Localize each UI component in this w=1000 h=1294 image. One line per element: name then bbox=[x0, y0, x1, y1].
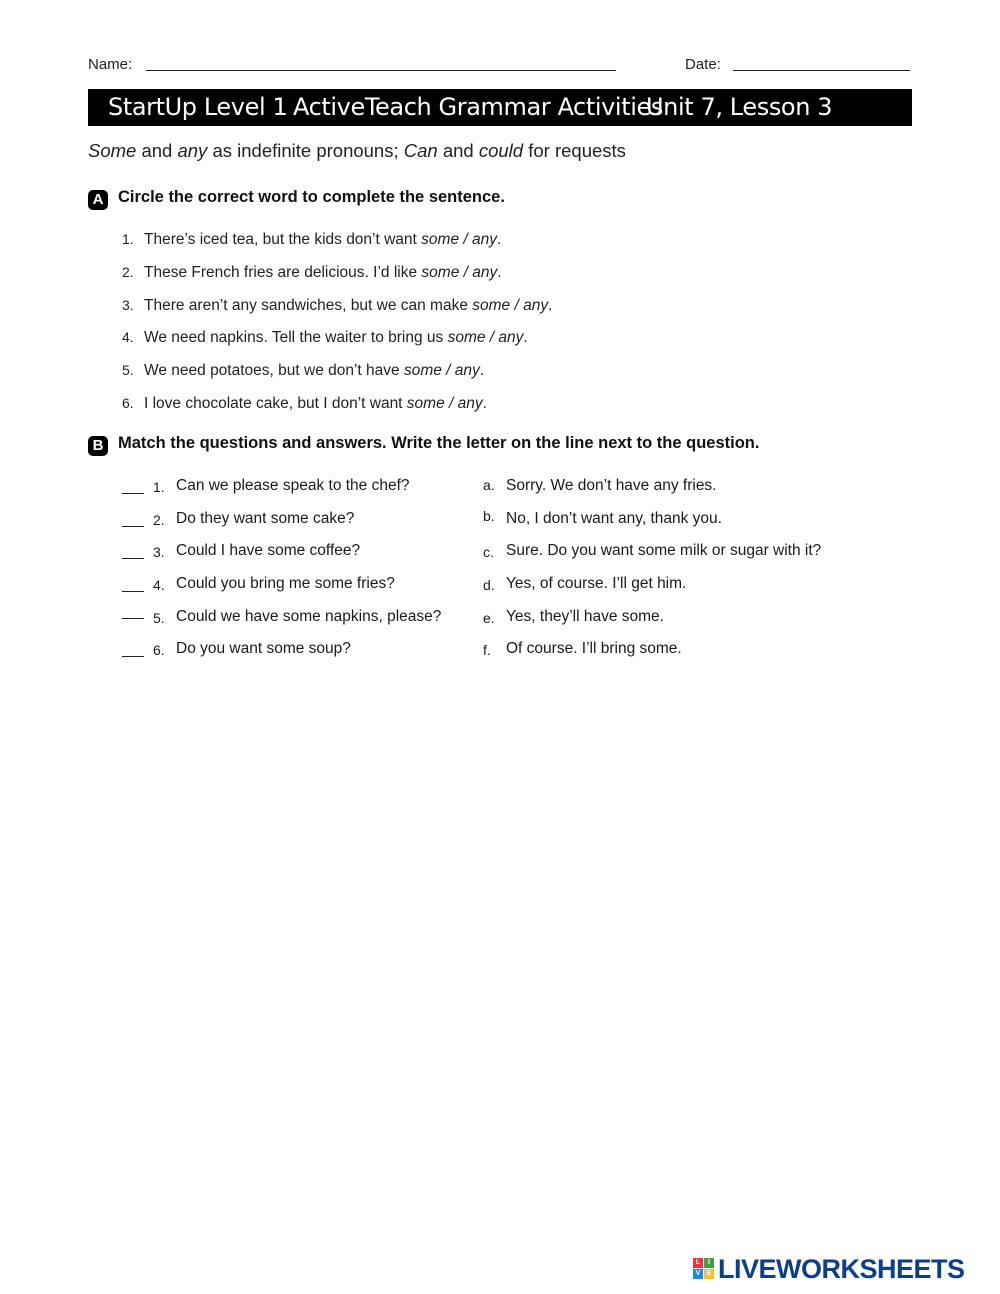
item-text: We need potatoes, but we don’t have bbox=[144, 362, 404, 379]
item-number: 3. bbox=[122, 297, 134, 313]
item-end: . bbox=[496, 231, 502, 248]
answer-text: Yes, of course. I’ll get him. bbox=[506, 575, 687, 592]
item-number: 6. bbox=[122, 395, 134, 411]
name-date-row bbox=[88, 56, 912, 78]
item-number: 2. bbox=[122, 264, 134, 280]
page-subtitle bbox=[88, 140, 626, 162]
list-item bbox=[122, 395, 487, 413]
subtitle-word: Can bbox=[403, 140, 438, 161]
answer-letter: a. bbox=[483, 477, 495, 493]
answer-blank[interactable] bbox=[122, 656, 144, 657]
answer-text: Yes, they’ll have some. bbox=[506, 608, 664, 625]
question-number: 5. bbox=[153, 610, 165, 626]
answer-text: Sure. Do you want some milk or sugar with it? bbox=[506, 542, 822, 559]
section-a-heading bbox=[88, 188, 505, 210]
section-b-heading bbox=[88, 434, 759, 456]
name-label: Name: bbox=[88, 56, 133, 73]
answer-blank[interactable] bbox=[122, 618, 144, 619]
section-a-badge: A bbox=[88, 190, 108, 210]
item-text: These French fries are delicious. I’d like bbox=[144, 264, 422, 281]
subtitle-text: for requests bbox=[523, 140, 626, 161]
question-number: 3. bbox=[153, 544, 165, 560]
answer-text: Of course. I’ll bring some. bbox=[506, 640, 682, 657]
item-end: . bbox=[523, 329, 528, 346]
item-text: There’s iced tea, but the kids don’t want bbox=[144, 231, 422, 248]
question-number: 2. bbox=[153, 512, 165, 528]
answer-blank[interactable] bbox=[122, 558, 144, 559]
logo-tile: V bbox=[693, 1269, 703, 1279]
subtitle-text: as indefinite pronouns; bbox=[207, 140, 404, 161]
subtitle-word: any bbox=[177, 140, 208, 161]
answer-blank[interactable] bbox=[122, 493, 144, 494]
question-number: 6. bbox=[153, 642, 165, 658]
question-text: Could we have some napkins, please? bbox=[176, 608, 442, 625]
logo-tile: E bbox=[704, 1269, 714, 1279]
item-text: There aren’t any sandwiches, but we can make bbox=[144, 297, 473, 314]
item-number: 1. bbox=[122, 231, 134, 247]
section-b-instruction: Match the questions and answers. Write the letter on the line next to the question. bbox=[118, 434, 760, 452]
answer-text: Sorry. We don’t have any fries. bbox=[506, 477, 717, 494]
item-number: 4. bbox=[122, 329, 134, 345]
title-level: StartUp Level 1 bbox=[108, 93, 288, 121]
date-label: Date: bbox=[685, 56, 721, 73]
item-text: I love chocolate cake, but I don’t want bbox=[144, 395, 407, 412]
question-number: 4. bbox=[153, 577, 165, 593]
liveworksheets-logo-icon bbox=[693, 1258, 715, 1280]
answer-options[interactable]: some / any bbox=[447, 329, 524, 346]
answer-text: No, I don’t want any, thank you. bbox=[506, 510, 722, 527]
item-end: . bbox=[479, 362, 485, 379]
list-item bbox=[122, 264, 502, 282]
subtitle-text: and bbox=[437, 140, 479, 161]
answer-blank[interactable] bbox=[122, 591, 144, 592]
list-item bbox=[122, 297, 552, 315]
answer-blank[interactable] bbox=[122, 526, 144, 527]
answer-letter: b. bbox=[483, 508, 495, 524]
item-text: We need napkins. Tell the waiter to bring us bbox=[144, 329, 448, 346]
question-text: Do they want some cake? bbox=[176, 510, 355, 527]
date-field[interactable] bbox=[733, 70, 910, 71]
answer-options[interactable]: some / any bbox=[406, 395, 483, 412]
subtitle-text: and bbox=[136, 140, 178, 161]
section-b-badge: B bbox=[88, 436, 108, 456]
answer-options[interactable]: some / any bbox=[421, 231, 497, 248]
question-number: 1. bbox=[153, 479, 165, 495]
answer-letter: e. bbox=[483, 610, 495, 626]
answer-options[interactable]: some / any bbox=[472, 297, 549, 314]
name-field[interactable] bbox=[146, 70, 616, 71]
logo-tile: I bbox=[704, 1258, 714, 1268]
title-unit: Unit 7, Lesson 3 bbox=[646, 93, 833, 121]
subtitle-word: could bbox=[478, 140, 524, 161]
item-end: . bbox=[548, 297, 553, 314]
section-a-instruction: Circle the correct word to complete the sentence. bbox=[118, 188, 505, 206]
question-text: Can we please speak to the chef? bbox=[176, 477, 410, 494]
answer-letter: d. bbox=[483, 577, 495, 593]
list-item bbox=[122, 329, 528, 347]
question-text: Could I have some coffee? bbox=[176, 542, 361, 559]
list-item bbox=[122, 231, 501, 249]
question-text: Do you want some soup? bbox=[176, 640, 351, 657]
answer-options[interactable]: some / any bbox=[421, 264, 498, 281]
item-end: . bbox=[482, 395, 487, 412]
answer-letter: c. bbox=[483, 544, 494, 560]
answer-options[interactable]: some / any bbox=[403, 362, 480, 379]
list-item bbox=[122, 362, 484, 380]
logo-tile: L bbox=[693, 1258, 703, 1268]
question-text: Could you bring me some fries? bbox=[176, 575, 395, 592]
answer-letter: f. bbox=[483, 642, 491, 658]
subtitle-word: Some bbox=[88, 140, 137, 161]
title-activity: ActiveTeach Grammar Activities bbox=[293, 93, 663, 121]
item-end: . bbox=[497, 264, 502, 281]
item-number: 5. bbox=[122, 362, 134, 378]
brand-name: LIVEWORKSHEETS bbox=[718, 1254, 965, 1284]
title-bar bbox=[88, 89, 912, 126]
